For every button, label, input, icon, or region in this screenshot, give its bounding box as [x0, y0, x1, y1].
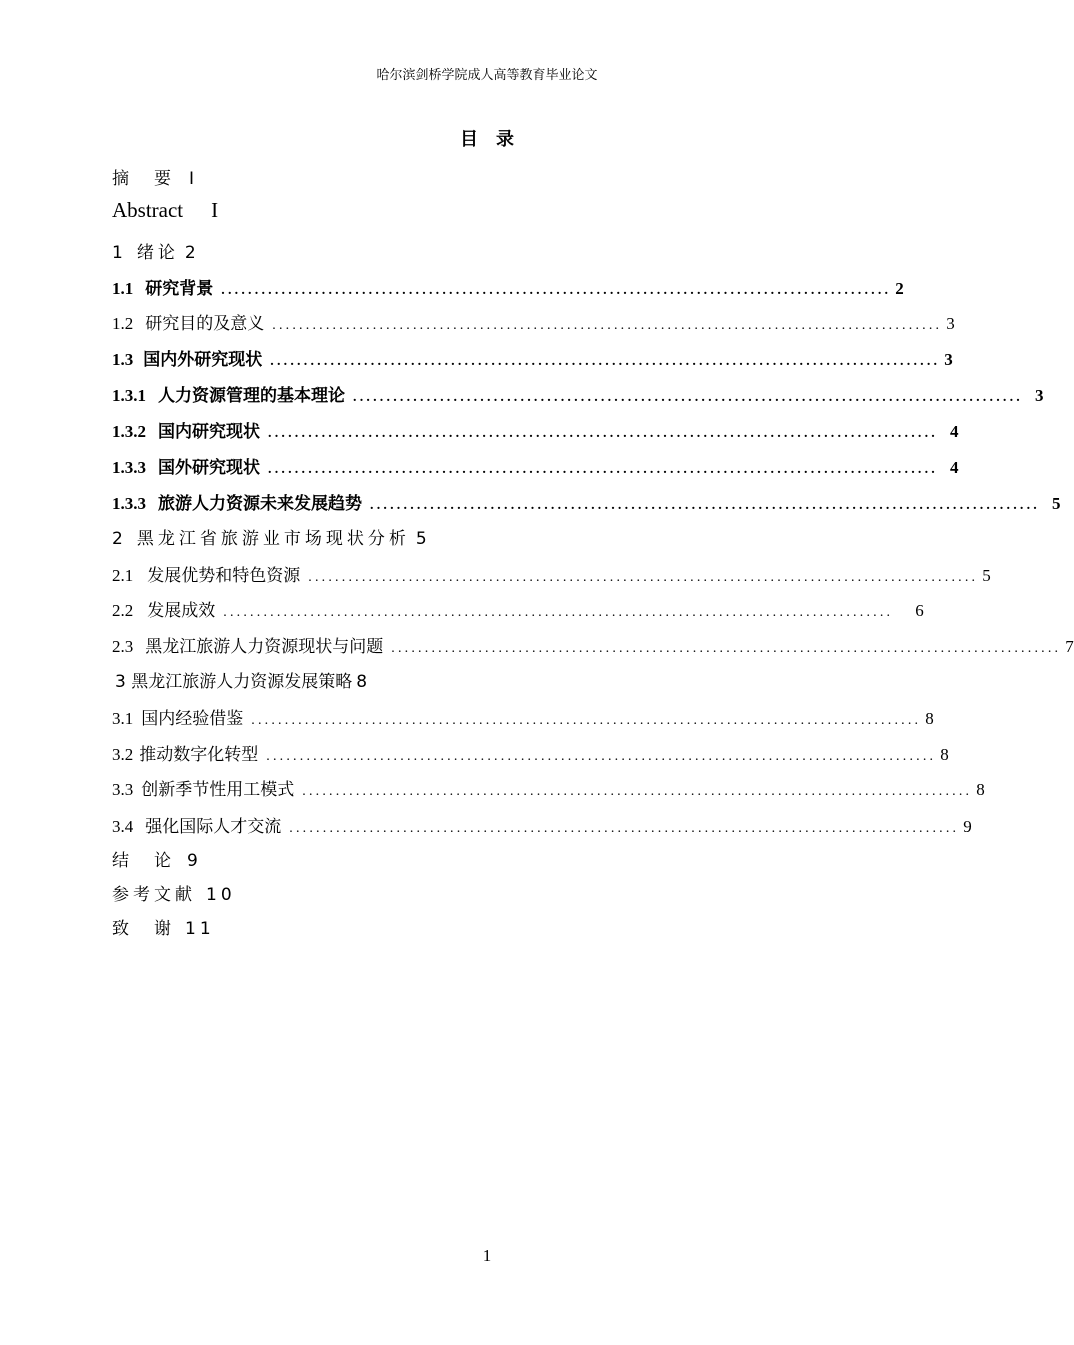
- dot-leader: ....................................................................................................: [302, 784, 973, 799]
- toc-entry-1-3-2[interactable]: [112, 417, 959, 442]
- entry-label: 绪论: [136, 243, 179, 263]
- dot-leader: ....................................................................................................: [268, 426, 938, 441]
- toc-entry-1-2[interactable]: [112, 309, 955, 334]
- entry-label: 研究背景: [145, 279, 214, 299]
- dot-leader: ....................................................................................................: [308, 570, 979, 585]
- entry-page: 11: [185, 919, 215, 939]
- dot-leader: ....................................................................................................: [370, 498, 1040, 513]
- toc-entry-2-1[interactable]: [112, 561, 991, 586]
- entry-number: 1.3.3: [112, 494, 146, 513]
- entry-label: 黑龙江省旅游业市场现状分析: [136, 529, 410, 549]
- entry-label: 国内研究现状: [158, 422, 260, 442]
- entry-number: 1.1: [112, 279, 134, 298]
- entry-page: 10: [206, 885, 236, 905]
- entry-number: 2.1: [112, 566, 134, 585]
- entry-number: 2: [112, 529, 127, 549]
- toc-entry-references[interactable]: [112, 880, 236, 904]
- entry-page: 9: [963, 817, 972, 836]
- entry-page: 8: [356, 672, 368, 692]
- entry-page: I: [211, 198, 219, 222]
- toc-entry-1-3-3-trend[interactable]: [112, 489, 1061, 514]
- entry-page: 5: [1052, 494, 1061, 513]
- entry-label: 摘 要: [112, 169, 175, 189]
- toc-entry-3-2[interactable]: [112, 740, 949, 765]
- toc-entry-1-3-3-foreign[interactable]: [112, 453, 959, 478]
- entry-number: 3.4: [112, 817, 134, 836]
- entry-label: 推动数字化转型: [139, 745, 259, 765]
- dot-leader: ....................................................................................................: [272, 318, 943, 333]
- page-header: 哈尔滨剑桥学院成人高等教育毕业论文: [376, 68, 598, 83]
- entry-label: 致 谢: [112, 919, 175, 939]
- toc-entry-chapter-2[interactable]: [112, 524, 431, 548]
- entry-label: 国内外研究现状: [143, 350, 263, 370]
- entry-number: 1.3.2: [112, 422, 146, 441]
- entry-number: 1.3.1: [112, 386, 146, 405]
- entry-number: 3.1: [112, 709, 134, 728]
- entry-label: 人力资源管理的基本理论: [158, 386, 345, 406]
- dot-leader: ....................................................................................................: [391, 641, 1062, 656]
- dot-leader: ....................................................................................................: [251, 713, 922, 728]
- entry-number: 1.3.3: [112, 458, 146, 477]
- entry-page: 3: [946, 314, 955, 333]
- toc-entry-chapter-3[interactable]: [115, 667, 367, 691]
- dot-leader: ....................................................................................................: [268, 462, 938, 477]
- toc-entry-acknowledgements[interactable]: [112, 914, 215, 938]
- entry-number: 2.2: [112, 601, 134, 620]
- toc-entry-1-3-1[interactable]: [112, 381, 1044, 406]
- toc-title: 目 录: [460, 129, 514, 150]
- entry-label: 强化国际人才交流: [145, 817, 282, 837]
- toc-entry-3-4[interactable]: [112, 812, 972, 837]
- toc-entry-1-1[interactable]: [112, 274, 904, 299]
- entry-label: 国内经验借鉴: [141, 709, 244, 729]
- entry-label: 黑龙江旅游人力资源现状与问题: [145, 637, 384, 657]
- entry-page: 2: [895, 279, 904, 298]
- toc-entry-chapter-1[interactable]: [112, 238, 200, 262]
- dot-leader: ....................................................................................................: [223, 605, 894, 620]
- toc-entry-conclusion[interactable]: [112, 846, 202, 870]
- toc-entry-abstract-cn[interactable]: [112, 164, 198, 188]
- entry-page: 8: [925, 709, 934, 728]
- entry-label: 参考文献: [112, 885, 196, 905]
- entry-page: 8: [940, 745, 949, 764]
- entry-page: 4: [950, 422, 959, 441]
- dot-leader: ....................................................................................................: [266, 749, 937, 764]
- dot-leader: ....................................................................................................: [353, 390, 1023, 405]
- toc-entry-abstract-en[interactable]: [112, 198, 218, 222]
- entry-page: I: [189, 169, 199, 189]
- entry-page: 4: [950, 458, 959, 477]
- entry-number: 2.3: [112, 637, 134, 656]
- entry-number: 3.2: [112, 745, 134, 764]
- entry-page: 3: [944, 350, 953, 369]
- entry-number: 1.3: [112, 350, 134, 369]
- entry-label: 旅游人力资源未来发展趋势: [158, 494, 362, 514]
- entry-page: 5: [982, 566, 991, 585]
- entry-label: 创新季节性用工模式: [141, 780, 295, 800]
- entry-page: 7: [1065, 637, 1074, 656]
- entry-label: 3 黑龙江旅游人力资源发展策略: [115, 672, 353, 692]
- toc-entry-1-3[interactable]: [112, 345, 953, 370]
- page-number: 1: [482, 1246, 492, 1265]
- toc-entry-2-3[interactable]: [112, 632, 1074, 657]
- entry-page: 8: [976, 780, 985, 799]
- dot-leader: ....................................................................................................: [289, 821, 960, 836]
- entry-page: 2: [184, 243, 200, 263]
- entry-label: Abstract: [112, 198, 184, 222]
- entry-label: 发展优势和特色资源: [147, 566, 301, 586]
- toc-entry-2-2[interactable]: [112, 596, 924, 621]
- entry-label: 国外研究现状: [158, 458, 260, 478]
- toc-entry-3-3[interactable]: [112, 775, 985, 800]
- dot-leader: ....................................................................................................: [221, 283, 892, 298]
- entry-label: 发展成效: [147, 601, 216, 621]
- entry-number: 1: [112, 243, 127, 263]
- entry-label: 结 论: [112, 851, 175, 871]
- entry-page: 9: [187, 851, 202, 871]
- entry-number: 3.3: [112, 780, 134, 799]
- entry-label: 研究目的及意义: [145, 314, 265, 334]
- dot-leader: ....................................................................................................: [270, 354, 941, 369]
- toc-entry-3-1[interactable]: [112, 704, 934, 729]
- entry-number: 1.2: [112, 314, 134, 333]
- entry-page: 3: [1035, 386, 1044, 405]
- entry-page: 6: [915, 601, 924, 620]
- entry-page: 5: [415, 529, 431, 549]
